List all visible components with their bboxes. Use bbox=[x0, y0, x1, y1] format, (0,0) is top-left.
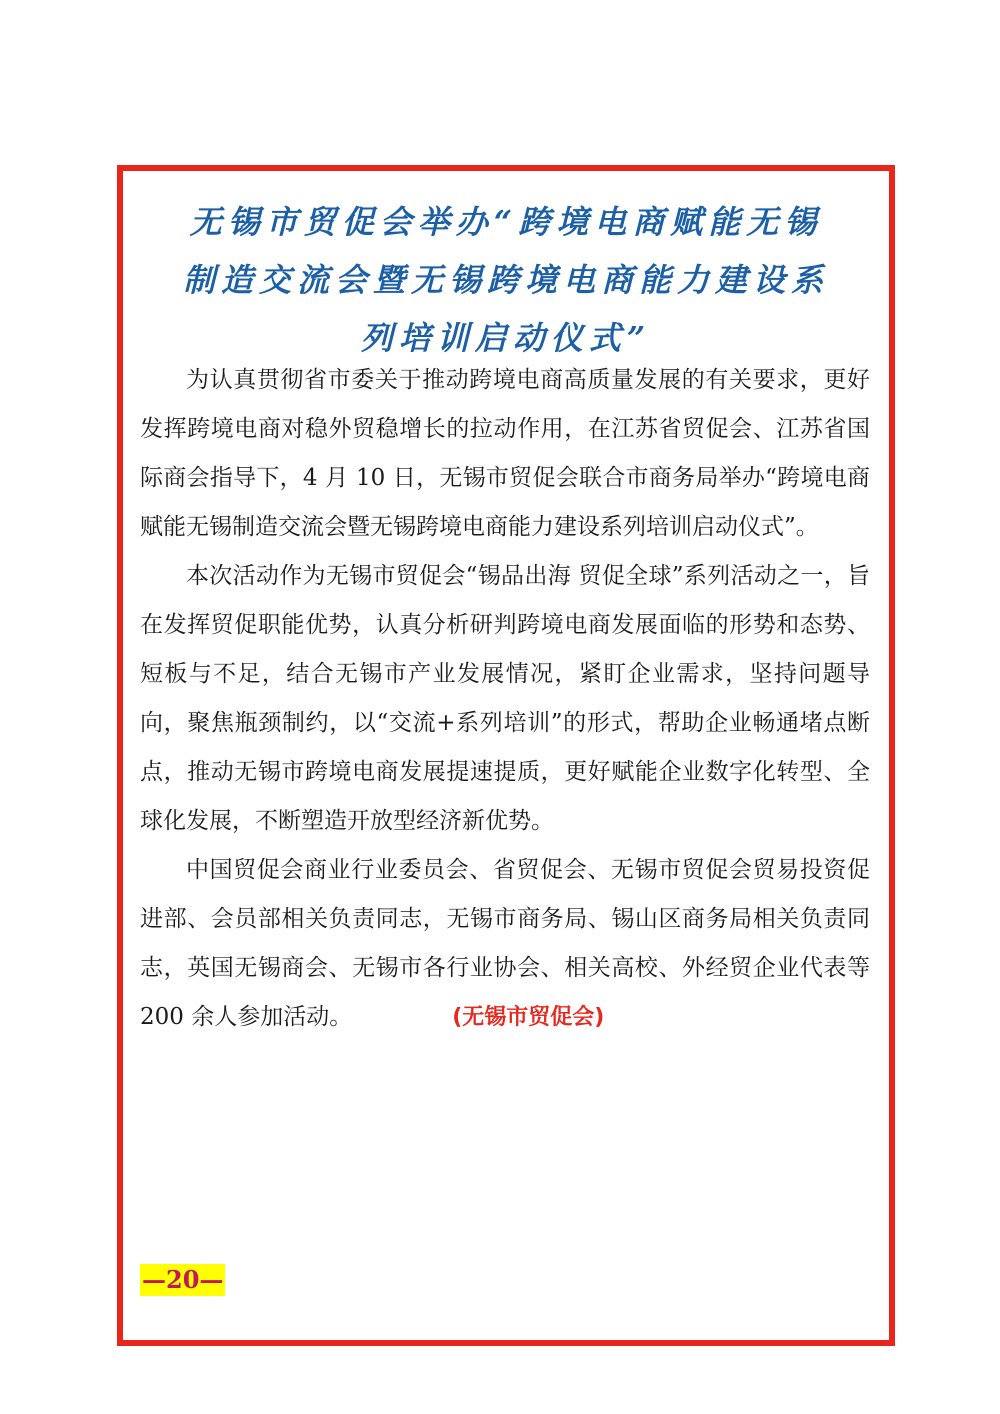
article-body bbox=[140, 356, 870, 1042]
article-title bbox=[123, 193, 889, 367]
article-frame bbox=[117, 165, 895, 1346]
title-line-1: 无锡市贸促会举办“跨境电商赋能无锡 bbox=[189, 203, 823, 241]
source-attribution: (无锡市贸促会) bbox=[452, 1005, 605, 1030]
page-number: —20— bbox=[142, 1265, 224, 1294]
paragraph-2: 本次活动作为无锡市贸促会“锡品出海 贸促全球”系列活动之一，旨在发挥贸促职能优势，认真分析研判跨境电商发展面临的形势和态势、短板与不足，结合无锡市产业发展情况，紧盯企业需求，坚持问题导向，聚焦瓶颈制约，以“交流+系列培训”的形式，帮助企业畅通堵点断点，推动无锡市跨境电商发展提速提质，更好赋能企业数字化转型、全球化发展，不断塑造开放型经济新优势。 bbox=[140, 563, 870, 834]
paragraph-3 bbox=[140, 846, 870, 1042]
paragraph-3-text: 中国贸促会商业行业委员会、省贸促会、无锡市贸促会贸易投资促进部、会员部相关负责同志，无锡市商务局、锡山区商务局相关负责同志，英国无锡商会、无锡市各行业协会、相关高校、外经贸企业代表等 200 余人参加活动。 bbox=[140, 857, 870, 1030]
title-line-3: 列培训启动仪式” bbox=[360, 319, 652, 357]
paragraph-1: 为认真贯彻省市委关于推动跨境电商高质量发展的有关要求，更好发挥跨境电商对稳外贸稳增长的拉动作用，在江苏省贸促会、江苏省国际商会指导下，4 月 10 日，无锡市贸促会联合市商务局举办“跨境电商赋能无锡制造交流会暨无锡跨境电商能力建设系列培训启动仪式”。 bbox=[140, 367, 870, 540]
title-line-2: 制造交流会暨无锡跨境电商能力建设系 bbox=[182, 261, 829, 299]
